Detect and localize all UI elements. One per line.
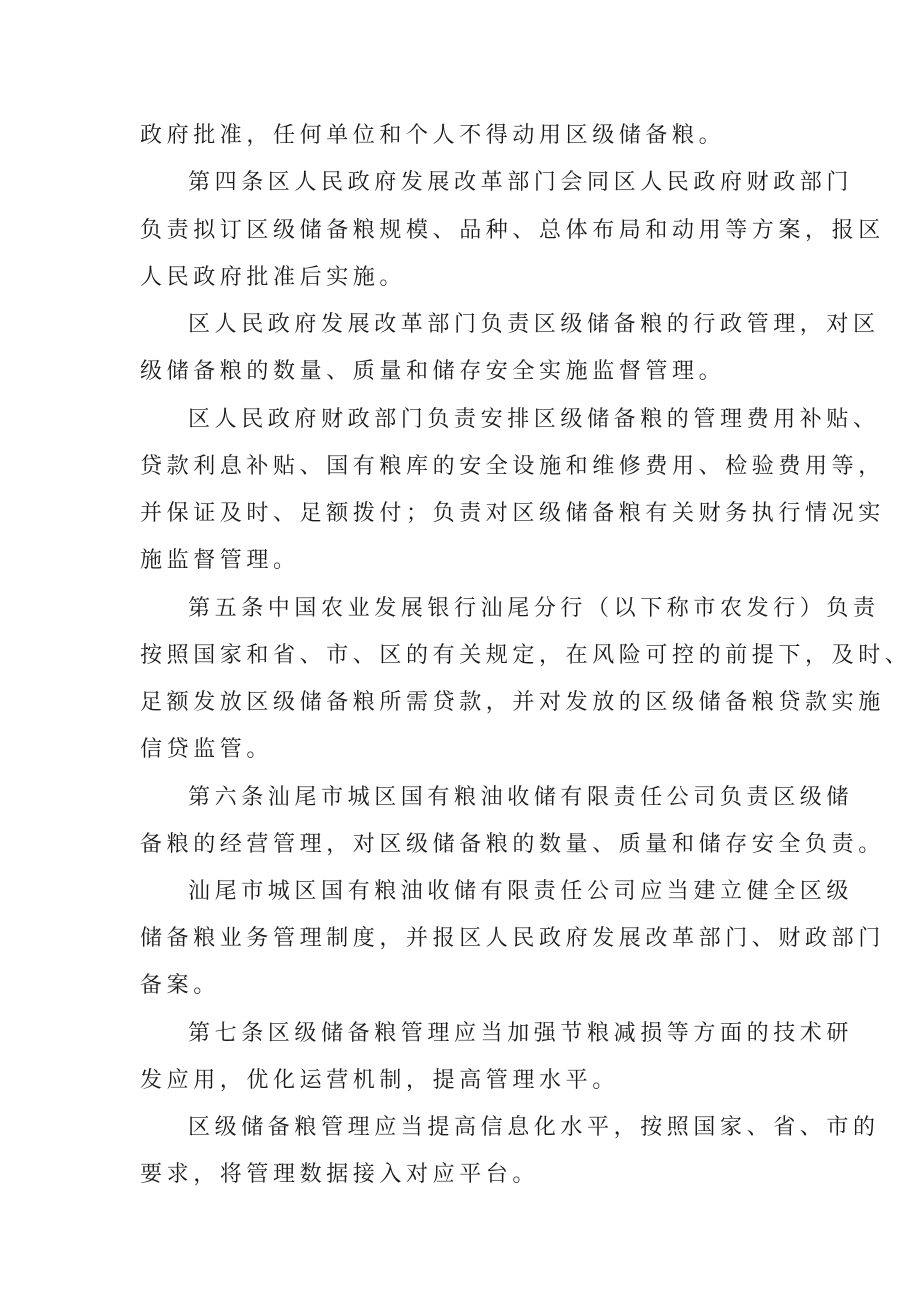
text-line: 区人民政府发展改革部门负责区级储备粮的行政管理，对区: [188, 312, 880, 337]
text-line: 汕尾市城区国有粮油收储有限责任公司应当建立健全区级: [188, 879, 854, 904]
text-line: 区人民政府财政部门负责安排区级储备粮的管理费用补贴、: [188, 407, 880, 432]
text-line: 第七条区级储备粮管理应当加强节粮减损等方面的技术研: [188, 1021, 854, 1046]
text-line: 储备粮业务管理制度，并报区人民政府发展改革部门、财政部门: [140, 926, 885, 951]
text-line: 备粮的经营管理，对区级储备粮的数量、质量和储存安全负责。: [140, 832, 885, 857]
text-line: 备案。: [140, 973, 220, 998]
text-line: 区级储备粮管理应当提高信息化水平，按照国家、省、市的: [188, 1115, 880, 1140]
text-line: 第五条中国农业发展银行汕尾分行（以下称市农发行）负责: [188, 596, 880, 621]
text-line: 要求，将管理数据接入对应平台。: [140, 1162, 540, 1187]
text-line: 第六条汕尾市城区国有粮油收储有限责任公司负责区级储: [188, 785, 854, 810]
text-line: 政府批准，任何单位和个人不得动用区级储备粮。: [140, 123, 726, 148]
text-line: 足额发放区级储备粮所需贷款，并对发放的区级储备粮贷款实施: [140, 690, 885, 715]
text-line: 人民政府批准后实施。: [140, 265, 407, 290]
text-line: 贷款利息补贴、国有粮库的安全设施和维修费用、检验费用等，: [140, 454, 885, 479]
text-line: 第四条区人民政府发展改革部门会同区人民政府财政部门: [188, 170, 854, 195]
text-line: 负责拟订区级储备粮规模、品种、总体布局和动用等方案，报区: [140, 218, 885, 243]
text-line: 发应用，优化运营机制，提高管理水平。: [140, 1068, 619, 1093]
text-line: 施监督管理。: [140, 548, 300, 573]
text-line: 级储备粮的数量、质量和储存安全实施监督管理。: [140, 359, 726, 384]
text-line: 信贷监管。: [140, 737, 274, 762]
text-line: 并保证及时、足额拨付；负责对区级储备粮有关财务执行情况实: [140, 501, 885, 526]
text-line: 按照国家和省、市、区的有关规定，在风险可控的前提下，及时、: [140, 643, 912, 668]
